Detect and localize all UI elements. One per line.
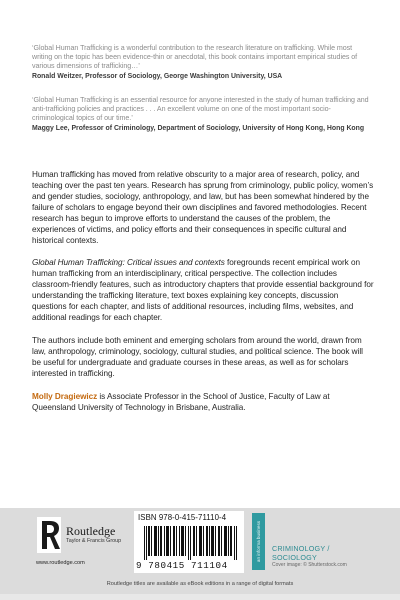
barcode-digits: 9 780415 711104: [136, 560, 228, 571]
book-description: [32, 169, 374, 425]
description-paragraph: [32, 257, 374, 323]
publisher-group: Taylor & Francis Group: [66, 538, 122, 544]
category-line: CRIMINOLOGY /: [272, 544, 330, 553]
endorsement-quote: ‘Global Human Trafficking is an essential resource for anyone interested in the study of human trafficking and anti-trafficking policies and practices . . . An excellent volume on one of the most important socio-criminological topics of our time.’: [32, 96, 369, 122]
endorsements: [32, 44, 372, 133]
endorsement-attribution: Ronald Weitzer, Professor of Sociology, George Washington University, USA: [32, 73, 283, 80]
publisher-text: [66, 525, 121, 545]
publisher-name: Routledge: [66, 524, 116, 538]
barcode-icon: [144, 526, 238, 560]
isbn: ISBN 978-0-415-71110-4: [138, 513, 227, 522]
author-bio: [32, 391, 374, 413]
informa-label-text: an informa business: [256, 520, 261, 563]
book-title-italic: Global Human Trafficking: Critical issues and contexts: [32, 258, 225, 267]
informa-label: [252, 513, 265, 570]
publisher-url: www.routledge.com: [36, 560, 85, 566]
category-line: SOCIOLOGY: [272, 553, 317, 562]
image-credit: Cover image: © Shutterstock.com: [272, 562, 347, 568]
endorsement-attribution: Maggy Lee, Professor of Criminology, Department of Sociology, University of Hong Kong, Hong Kong: [32, 125, 365, 132]
bottom-strip: [0, 594, 400, 600]
author-name: Molly Dragiewicz: [32, 392, 98, 401]
subject-category: [272, 544, 330, 562]
ebook-note: Routledge titles are available as eBook editions in a range of digital formats: [106, 581, 294, 587]
author-bio-text: is Associate Professor in the School of Justice, Faculty of Law at Queensland University of Technology in Brisbane, Australia.: [32, 392, 330, 412]
description-paragraph: The authors include both eminent and emerging scholars from around the world, drawn from law, anthropology, criminology, sociology, cultural studies, and political science. The book will be useful for undergraduate and graduate courses in these areas, as well as for scholars interested in trafficking.: [32, 336, 363, 378]
description-paragraph: Human trafficking has moved from relative obscurity to a major area of research, policy, and teaching over the past ten years. Research has sprung from criminology, public policy, women’s and gender studies, sociology, anthropology, and law, but has been somewhat hindered by the failure of scholars to engage beyond their own disciplines and favored methodologies. Recent research has begun to improve efforts to understand the causes of the problem, the experiences of victims, and policy efforts and their consequences in specific cultural and historical contexts.: [32, 170, 374, 245]
routledge-logo-icon: [36, 515, 62, 555]
publisher-logo: [36, 513, 122, 557]
endorsement-quote: ‘Global Human Trafficking is a wonderful contribution to the research literature on trafficking. While most writing on the topic has been evidence-thin or anecdotal, this book contains important empirical studies of various dimensions of trafficking…’: [32, 44, 358, 70]
description-text: foregrounds recent empirical work on human trafficking from an interdisciplinary, critical perspective. The collection includes classroom-friendly features, such as introductory chapters that provide essential background for understanding the trafficking literature, text boxes explaining key concepts, discussion questions for each chapter, and lists of additional resources, including films, websites, and additional readings for each chapter.: [32, 258, 374, 322]
